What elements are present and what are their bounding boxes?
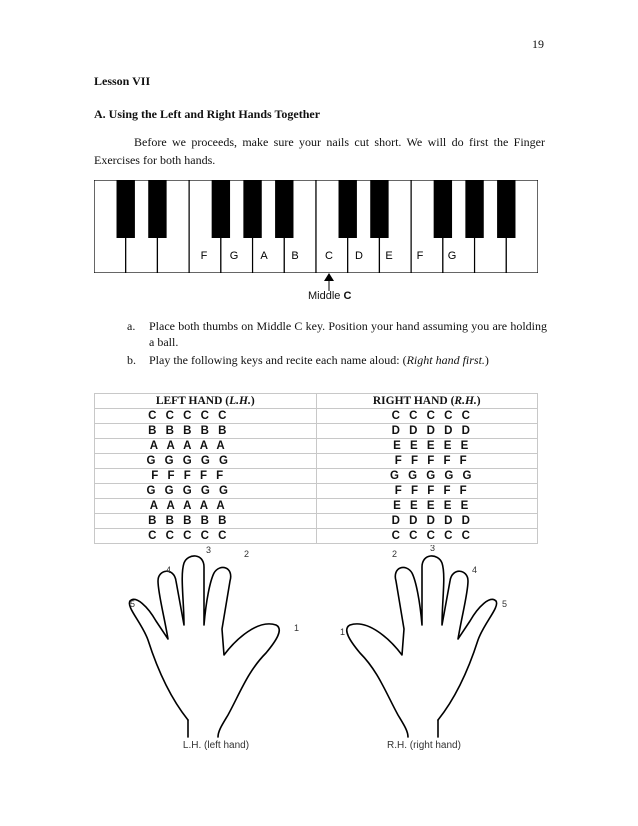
black-key [497,180,515,238]
left-header-emph: L.H. [229,395,251,407]
middle-c-note: C [343,290,352,302]
instruction-marker: a. [127,319,136,333]
instruction-text [149,352,547,368]
black-key [339,180,357,238]
right-hand-header [316,394,538,409]
table-header-row [95,394,538,409]
left-hand-caption: L.H. (left hand) [182,740,250,751]
table-row [95,439,538,454]
black-key [243,180,261,238]
table-row [95,409,538,424]
right-finger-2: 2 [392,549,398,559]
key-label-f2: F [416,250,424,262]
instruction-list [127,318,547,370]
middle-c-prefix: Middle [308,290,344,302]
table-row [95,514,538,529]
left-finger-1: 1 [294,623,300,633]
black-key [434,180,452,238]
key-label-f1: F [200,250,208,262]
left-finger-2: 2 [244,549,250,559]
right-header-emph: R.H. [454,395,477,407]
left-header-end: ) [250,395,255,407]
section-title: A. Using the Left and Right Hands Together [94,107,321,121]
right-hand-cell: F F F F F [316,484,538,499]
left-hand-outline [129,556,279,737]
key-label-g2: G [447,250,457,262]
black-key [370,180,388,238]
table-row [95,499,538,514]
key-label-b: B [291,250,299,262]
hands-diagram [118,545,518,755]
key-label-e: E [385,250,393,262]
black-key [275,180,293,238]
left-hand-header [95,394,317,409]
left-hand-cell: B B B B B [95,424,317,439]
right-finger-4: 4 [472,565,478,575]
left-hand-cell: G G G G G [95,484,317,499]
left-hand-cell: A A A A A [95,439,317,454]
keys-table [94,393,538,544]
instruction-text-main: Play the following keys and recite each name aloud: ( [149,353,407,367]
key-label-a: A [260,250,268,262]
page-number: 19 [532,37,544,51]
right-hand-cell: C C C C C [316,529,538,544]
left-hand-cell: C C C C C [95,529,317,544]
middle-c-label [308,290,351,302]
right-hand-caption: R.H. (right hand) [387,740,461,751]
right-hand-finger-numbers [340,545,507,637]
left-header-main: LEFT HAND ( [155,395,230,407]
black-key [148,180,166,238]
instruction-item [127,352,547,368]
right-finger-5: 5 [502,599,508,609]
left-hand-cell: A A A A A [95,499,317,514]
left-finger-5: 5 [130,599,136,609]
left-hand-cell: B B B B B [95,514,317,529]
left-finger-4: 4 [166,565,172,575]
key-label-g1: G [229,250,239,262]
instruction-text-emphasis: Right hand first. [406,353,485,367]
intro-paragraph: Before we proceeds, make sure your nails cut short. We will do first the Finger Exercises for both hands. [94,135,545,167]
instruction-text: Place both thumbs on Middle C key. Position your hand assuming you are holding a ball. [149,319,547,349]
key-label-d: D [355,250,363,262]
right-hand-cell: D D D D D [316,424,538,439]
piano-keyboard-diagram [94,180,538,273]
right-hand-cell: E E E E E [316,499,538,514]
right-finger-3: 3 [430,545,436,553]
right-hand-cell: E E E E E [316,439,538,454]
lesson-title: Lesson VII [94,74,151,88]
black-key [465,180,483,238]
table-row [95,454,538,469]
left-hand-cell: F F F F F [95,469,317,484]
table-row [95,484,538,499]
left-hand-cell: G G G G G [95,454,317,469]
table-row [95,529,538,544]
right-header-main: RIGHT HAND ( [372,395,455,407]
instruction-item [127,318,547,350]
table-row [95,424,538,439]
instruction-marker: b. [127,353,136,367]
right-hand-cell: D D D D D [316,514,538,529]
key-label-c: C [325,250,333,262]
right-finger-1: 1 [340,627,346,637]
right-header-end: ) [476,395,481,407]
right-hand-cell: C C C C C [316,409,538,424]
left-hand-cell: C C C C C [95,409,317,424]
black-key [212,180,230,238]
right-hand-cell: F F F F F [316,454,538,469]
instruction-text-end: ) [484,353,489,367]
table-row [95,469,538,484]
right-hand-outline [347,556,497,737]
right-hand-cell: G G G G G [316,469,538,484]
left-finger-3: 3 [206,545,212,555]
black-key [117,180,135,238]
